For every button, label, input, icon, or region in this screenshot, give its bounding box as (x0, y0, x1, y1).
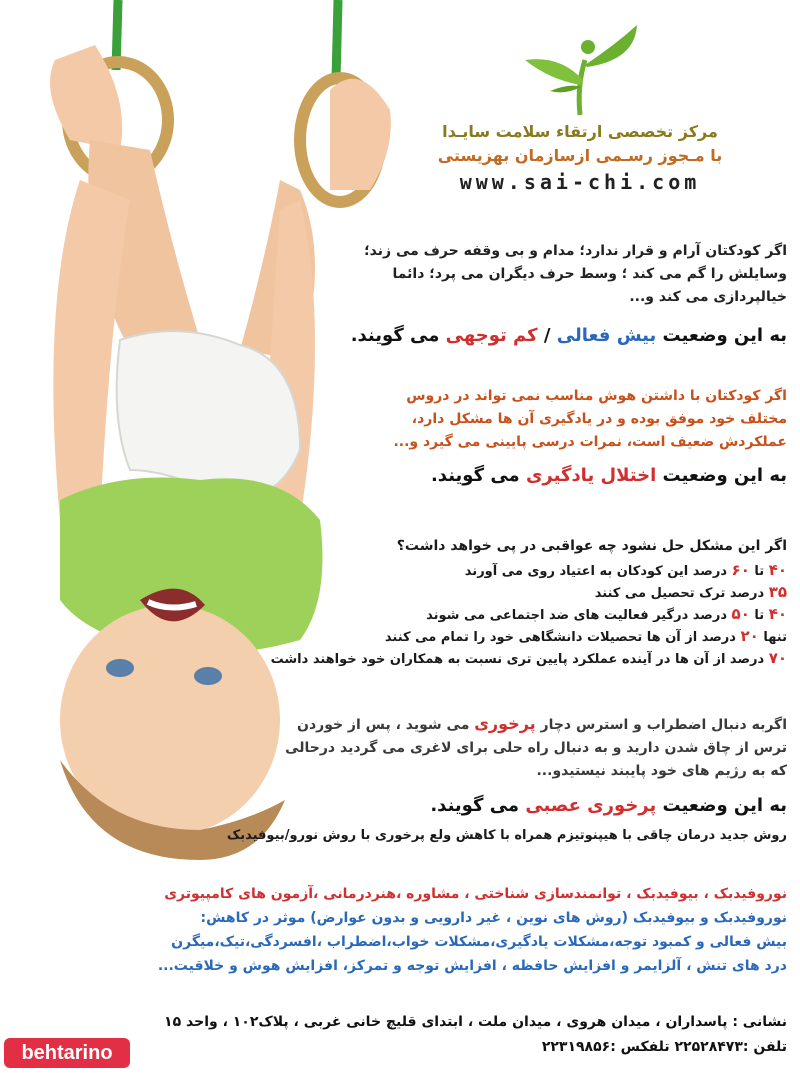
services-line: نوروفیدبک و بیوفیدبک (روش های نوین ، غیر دارویی و بدون عوارض) موثر در کاهش: (200, 910, 787, 926)
term-learning-disorder: اختلال یادگیری (525, 465, 657, 486)
paragraph-line: اگر کودکتان با داشتن هوش مناسب نمی تواند در دروس (406, 388, 787, 404)
paragraph-line: ترس از چاق شدن دارید و به دنبال راه حلی برای لاغری می گردید درحالی (285, 740, 787, 756)
paragraph-line: عملکردش ضعیف است، نمرات درسی پایینی می گیرد و... (393, 434, 787, 450)
term-emotional-eating: پرخوری عصبی (525, 795, 657, 816)
stat-item: تنها ۲۰ درصد از آن ها تحصیلات دانشگاهی خود را تمام می کنند (384, 627, 787, 645)
stat-item: ۴۰ تا ۶۰ درصد این کودکان به اعتیاد روی می آورند (464, 561, 787, 579)
brand-block (430, 25, 730, 194)
overeating-description (260, 712, 787, 783)
paragraph-line: که به رژیم های خود پایبند نیستیدو... (536, 763, 787, 779)
overeating-headline: به این وضعیت پرخوری عصبی می گویند. (430, 795, 787, 816)
consequences-list (270, 560, 787, 670)
term-overeating: پرخوری (474, 714, 536, 733)
consequences-question: اگر این مشکل حل نشود چه عواقبی در پی خواهد داشت؟ (396, 538, 787, 554)
license-text: با مـجوز رسـمی ازسازمان بهزیستی (437, 146, 723, 165)
services-block (60, 882, 787, 978)
stat-item: ۳۵ درصد ترک تحصیل می کنند (594, 583, 787, 601)
address-text: نشانی : پاسداران ، میدان هروی ، میدان ملت ، ابتدای قلیچ خانی غربی ، پلاک۱۰۲ ، واحد ۱۵ (164, 1014, 787, 1030)
paragraph-line: اگربه دنبال اضطراب و استرس دچار پرخوری می شوید ، پس از خوردن (297, 714, 787, 733)
paragraph-line: اگر کودکتان آرام و قرار ندارد؛ مدام و بی وقفه حرف می زند؛ (364, 243, 787, 259)
paragraph-line: مختلف خود موفق بوده و در یادگیری آن ها مشکل دارد، (411, 411, 787, 427)
contact-block (60, 1010, 787, 1060)
website-link[interactable]: www.sai-chi.com (459, 170, 701, 194)
stat-item: ۴۰ تا ۵۰ درصد درگیر فعالیت های ضد اجتماعی می شوند (426, 605, 787, 623)
behtarino-watermark-logo: behtarino (4, 1038, 130, 1068)
treatment-note: روش جدید درمان چاقی با هیپنوتیزم همراه با کاهش ولع پرخوری با روش نورو/بیوفیدبک (226, 828, 787, 843)
center-name: مرکز تخصصی ارتقاء سلامت سایـدا (442, 122, 718, 141)
services-line: درد های تنش ، آلزایمر و افزایش حافظه ، افزایش توجه و تمرکز، افزایش هوش و خلاقیت... (157, 958, 787, 974)
paragraph-line: خیالپردازی می کند و... (629, 289, 787, 305)
learning-disorder-description (355, 385, 787, 454)
services-line: نوروفیدبک ، بیوفیدبک ، توانمندسازی شناختی ، مشاوره ،هنردرمانی ،آزمون های کامپیوتری (164, 886, 787, 902)
learning-disorder-headline: به این وضعیت اختلال یادگیری می گویند. (430, 465, 787, 486)
leaf-logo-icon (515, 25, 645, 120)
term-hyperactivity: بیش فعالی (556, 325, 657, 346)
hyperactivity-headline: به این وضعیت بیش فعالی / کم توجهی می گویند. (350, 325, 787, 346)
services-line: بیش فعالی و کمبود توجه،مشکلات یادگیری،مشکلات خواب،اضطراب ،افسردگی،تیک،میگرن (171, 934, 787, 950)
phone-numbers: تلفن :۲۲۵۲۸۴۷۳ تلفکس :۲۲۳۱۹۸۵۶ (541, 1039, 787, 1055)
paragraph-line: وسایلش را گم می کند ؛ وسط حرف دیگران می پرد؛ دائما (392, 266, 787, 282)
stat-item: ۷۰ درصد از آن ها در آینده عملکرد پایین تری نسبت به همکاران خود خواهند داشت (270, 649, 787, 667)
term-attention-deficit: کم توجهی (445, 325, 538, 346)
hyperactivity-description (355, 240, 787, 309)
